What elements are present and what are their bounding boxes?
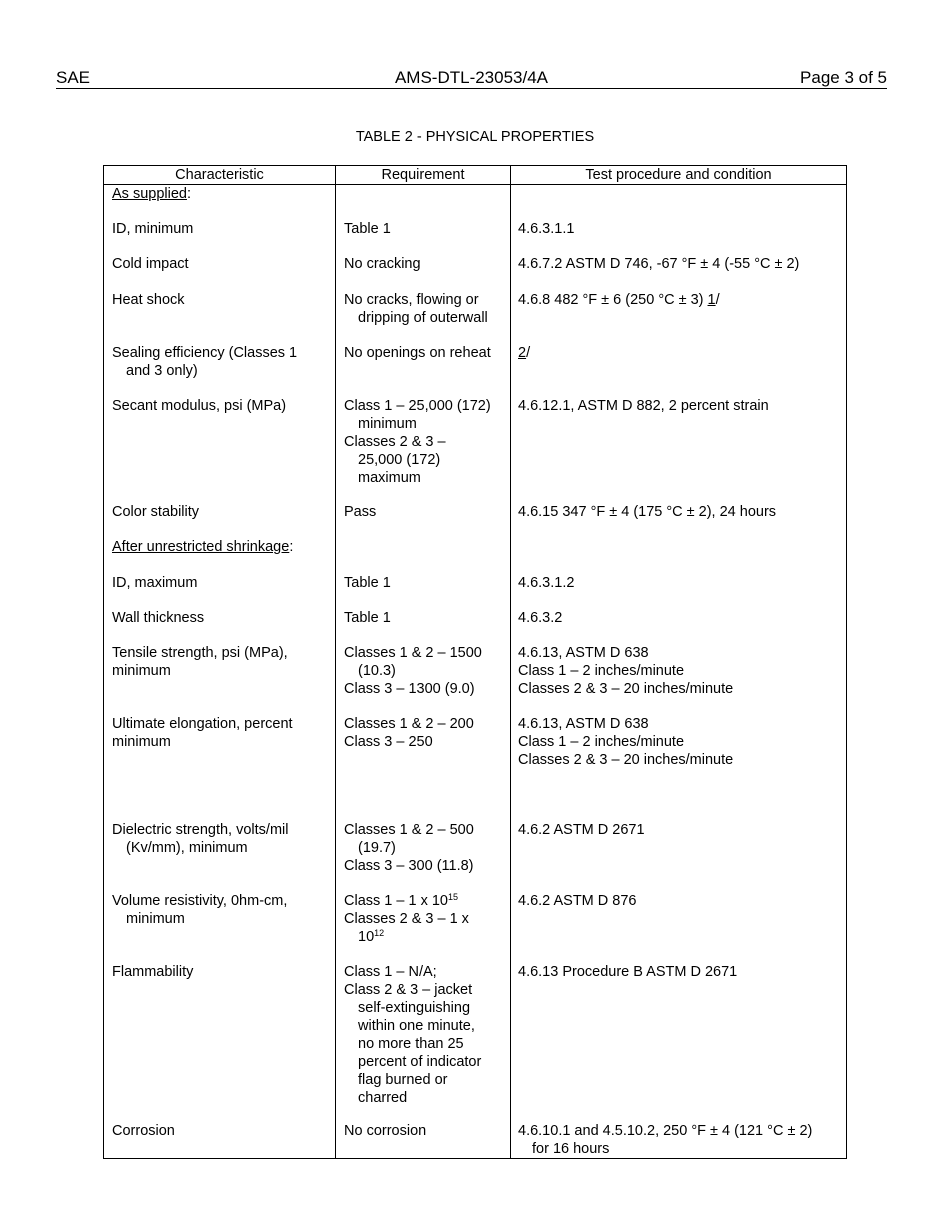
row-dielectric-test: 4.6.2 ASTM D 2671 — [518, 822, 645, 838]
column-divider — [335, 166, 336, 1158]
row-id-min-characteristic: ID, minimum — [112, 221, 194, 237]
section-label-after-shrinkage: After unrestricted shrinkage: — [112, 539, 294, 555]
row-tensile-requirement: Classes 1 & 2 – 1500 (10.3) Class 3 – 1300 (9.0) — [344, 645, 482, 697]
row-dielectric-requirement: Classes 1 & 2 – 500 (19.7) Class 3 – 300 (11.8) — [344, 822, 474, 874]
row-sealing-characteristic: Sealing efficiency (Classes 1 and 3 only) — [112, 345, 298, 379]
row-id-min-test: 4.6.3.1.1 — [518, 221, 575, 237]
row-flammability-test: 4.6.13 Procedure B ASTM D 2671 — [518, 964, 738, 980]
row-resistivity-test: 4.6.2 ASTM D 876 — [518, 893, 637, 909]
row-sealing-test: 2/ — [518, 345, 531, 361]
row-secant-requirement: Class 1 – 25,000 (172) minimum Classes 2 & 3 – 25,000 (172) maximum — [344, 398, 491, 486]
header-page-number: Page 3 of 5 — [800, 68, 887, 87]
row-flammability-requirement: Class 1 – N/A; Class 2 & 3 – jacket self-extinguishing within one minute, no more than 25 percent of indicator flag burned or charred — [344, 964, 482, 1106]
column-header-requirement: Requirement — [381, 167, 465, 183]
row-heat-shock-characteristic: Heat shock — [112, 292, 185, 308]
row-heat-shock-requirement: No cracks, flowing or dripping of outerwall — [344, 292, 488, 326]
row-id-max-requirement: Table 1 — [344, 575, 391, 591]
column-header-test-procedure: Test procedure and condition — [585, 167, 772, 183]
section-label-as-supplied: As supplied: — [112, 186, 191, 202]
row-cold-impact-test: 4.6.7.2 ASTM D 746, -67 °F ± 4 (-55 °C ± 2) — [518, 256, 800, 272]
row-resistivity-requirement: Class 1 – 1 x $10^{15}$ Classes 2 & 3 – 1 x $10^{12}$ — [344, 892, 469, 945]
row-corrosion-test: 4.6.10.1 and 4.5.10.2, 250 °F ± 4 (121 °C ± 2) for 16 hours — [518, 1123, 813, 1157]
footnote-ref-2: 2 — [518, 345, 527, 361]
footnote-ref-1: 1 — [707, 292, 716, 308]
row-id-min-requirement: Table 1 — [344, 221, 391, 237]
row-cold-impact-requirement: No cracking — [344, 256, 421, 272]
row-wall-characteristic: Wall thickness — [112, 610, 205, 626]
row-resistivity-characteristic: Volume resistivity, 0hm-cm, minimum — [112, 893, 288, 927]
row-secant-test: 4.6.12.1, ASTM D 882, 2 percent strain — [518, 398, 769, 414]
row-id-max-characteristic: ID, maximum — [112, 575, 198, 591]
page-header — [56, 68, 887, 89]
row-cold-impact-characteristic: Cold impact — [112, 256, 189, 272]
header-doc-number: AMS-DTL-23053/4A — [394, 68, 549, 87]
header-org: SAE — [56, 68, 91, 87]
row-flammability-characteristic: Flammability — [112, 964, 194, 980]
physical-properties-table — [103, 165, 847, 1159]
column-divider — [510, 166, 511, 1158]
row-corrosion-characteristic: Corrosion — [112, 1123, 175, 1139]
column-header-characteristic: Characteristic — [175, 167, 264, 183]
row-elongation-test: 4.6.13, ASTM D 638 Class 1 – 2 inches/minute Classes 2 & 3 – 20 inches/minute — [518, 716, 734, 768]
row-sealing-requirement: No openings on reheat — [344, 345, 491, 361]
row-color-test: 4.6.15 347 °F ± 4 (175 °C ± 2), 24 hours — [518, 504, 777, 520]
table-header-row — [104, 166, 846, 185]
row-color-characteristic: Color stability — [112, 504, 200, 520]
row-elongation-requirement: Classes 1 & 2 – 200 Class 3 – 250 — [344, 716, 474, 750]
row-elongation-characteristic: Ultimate elongation, percent minimum — [112, 716, 293, 750]
row-dielectric-characteristic: Dielectric strength, volts/mil (Kv/mm), minimum — [112, 822, 289, 856]
row-color-requirement: Pass — [344, 504, 377, 520]
table-title: TABLE 2 - PHYSICAL PROPERTIES — [355, 129, 595, 145]
row-corrosion-requirement: No corrosion — [344, 1123, 427, 1139]
row-id-max-test: 4.6.3.1.2 — [518, 575, 575, 591]
row-wall-requirement: Table 1 — [344, 610, 391, 626]
row-secant-characteristic: Secant modulus, psi (MPa) — [112, 398, 287, 414]
row-tensile-test: 4.6.13, ASTM D 638 Class 1 – 2 inches/minute Classes 2 & 3 – 20 inches/minute — [518, 645, 734, 697]
row-tensile-characteristic: Tensile strength, psi (MPa), minimum — [112, 645, 288, 679]
row-heat-shock-test: 4.6.8 482 °F ± 6 (250 °C ± 3) 1/ — [518, 292, 720, 308]
row-wall-test: 4.6.3.2 — [518, 610, 563, 626]
